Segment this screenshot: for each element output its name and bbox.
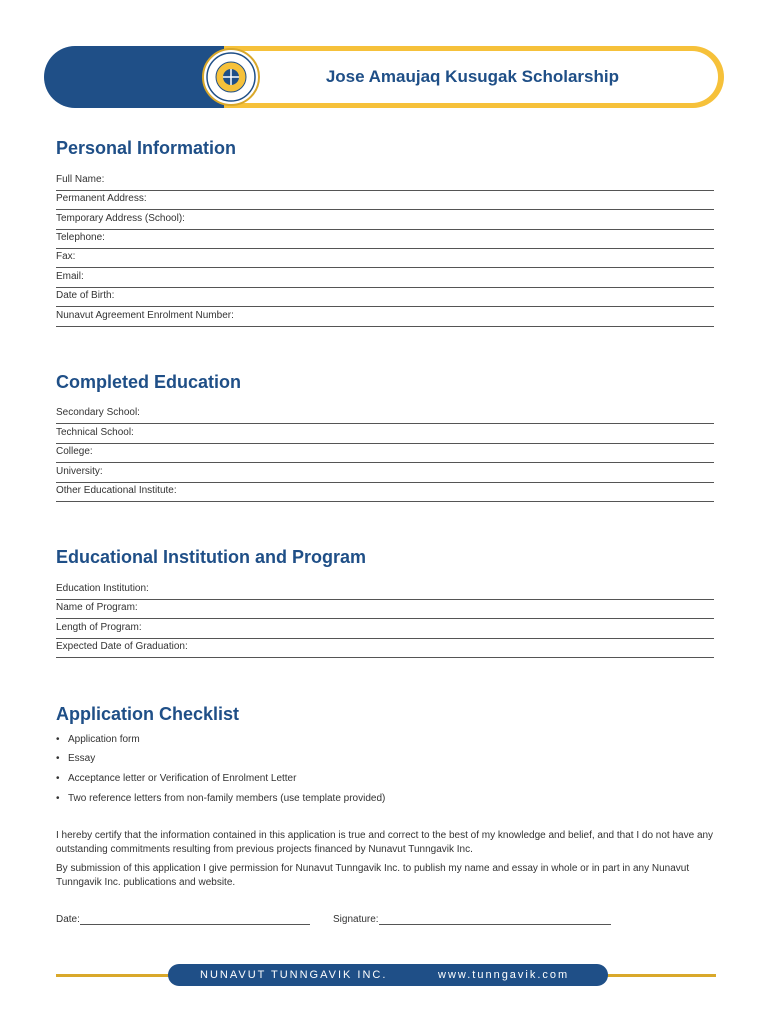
checklist-item	[56, 753, 95, 764]
page-title: Jose Amaujaq Kusugak Scholarship	[325, 67, 619, 86]
signature-line	[379, 914, 611, 925]
footer-org-name: NUNAVUT TUNNGAVIK INC.	[200, 969, 388, 981]
section-title-checklist: Application Checklist	[56, 704, 240, 724]
field-email[interactable]: Email:	[56, 269, 714, 288]
date-label: Date:	[56, 914, 80, 925]
field-university[interactable]: University:	[56, 464, 714, 483]
field-technical-school[interactable]: Technical School:	[56, 425, 714, 444]
bullet-icon: •	[56, 773, 60, 784]
field-graduation-date[interactable]: Expected Date of Graduation:	[56, 639, 714, 658]
checklist-item	[56, 793, 385, 804]
field-education-institution[interactable]: Education Institution:	[56, 581, 714, 600]
bullet-icon: •	[56, 734, 60, 745]
section-title-education: Completed Education	[56, 372, 242, 392]
checklist-item-label: Application form	[68, 734, 140, 745]
footer-bar	[168, 964, 608, 986]
field-permanent-address[interactable]: Permanent Address:	[56, 191, 714, 210]
certification-text: I hereby certify that the information contained in this application is true and correct to the best of my knowledge and belief, and that I do not have any outstanding commitments resulting from previous projects financed by Nunavut Tunngavik Inc.	[56, 830, 714, 855]
field-telephone[interactable]: Telephone:	[56, 230, 714, 249]
field-other-institute[interactable]: Other Educational Institute:	[56, 483, 714, 502]
permission-text: By submission of this application I give permission for Nunavut Tunngavik Inc. to publish my name and essay in whole or in part in any Nunavut Tunngavik Inc. publications and website.	[56, 863, 690, 888]
bullet-icon: •	[56, 753, 60, 764]
date-line	[80, 914, 310, 925]
field-secondary-school[interactable]: Secondary School:	[56, 405, 714, 424]
checklist-item-label: Essay	[68, 753, 96, 764]
section-title-personal: Personal Information	[56, 138, 237, 158]
field-enrolment-number[interactable]: Nunavut Agreement Enrolment Number:	[56, 308, 714, 327]
field-temporary-address[interactable]: Temporary Address (School):	[56, 211, 714, 230]
field-program-name[interactable]: Name of Program:	[56, 600, 714, 619]
section-title-program: Educational Institution and Program	[56, 547, 367, 567]
field-full-name[interactable]: Full Name:	[56, 172, 714, 191]
checklist-item-label: Acceptance letter or Verification of Enrolment Letter	[68, 773, 297, 784]
header-banner	[44, 46, 724, 108]
footer-website-link[interactable]: www.tunngavik.com	[438, 969, 570, 981]
field-date-of-birth[interactable]: Date of Birth:	[56, 288, 714, 307]
field-fax[interactable]: Fax:	[56, 249, 714, 268]
field-college[interactable]: College:	[56, 444, 714, 463]
bullet-icon: •	[56, 793, 60, 804]
signature-field[interactable]	[333, 914, 611, 925]
field-program-length[interactable]: Length of Program:	[56, 620, 714, 639]
checklist-item	[56, 734, 140, 745]
checklist-item-label: Two reference letters from non-family members (use template provided)	[68, 793, 386, 804]
signature-label: Signature:	[333, 914, 379, 925]
checklist-item	[56, 773, 296, 784]
date-field[interactable]	[56, 914, 310, 925]
